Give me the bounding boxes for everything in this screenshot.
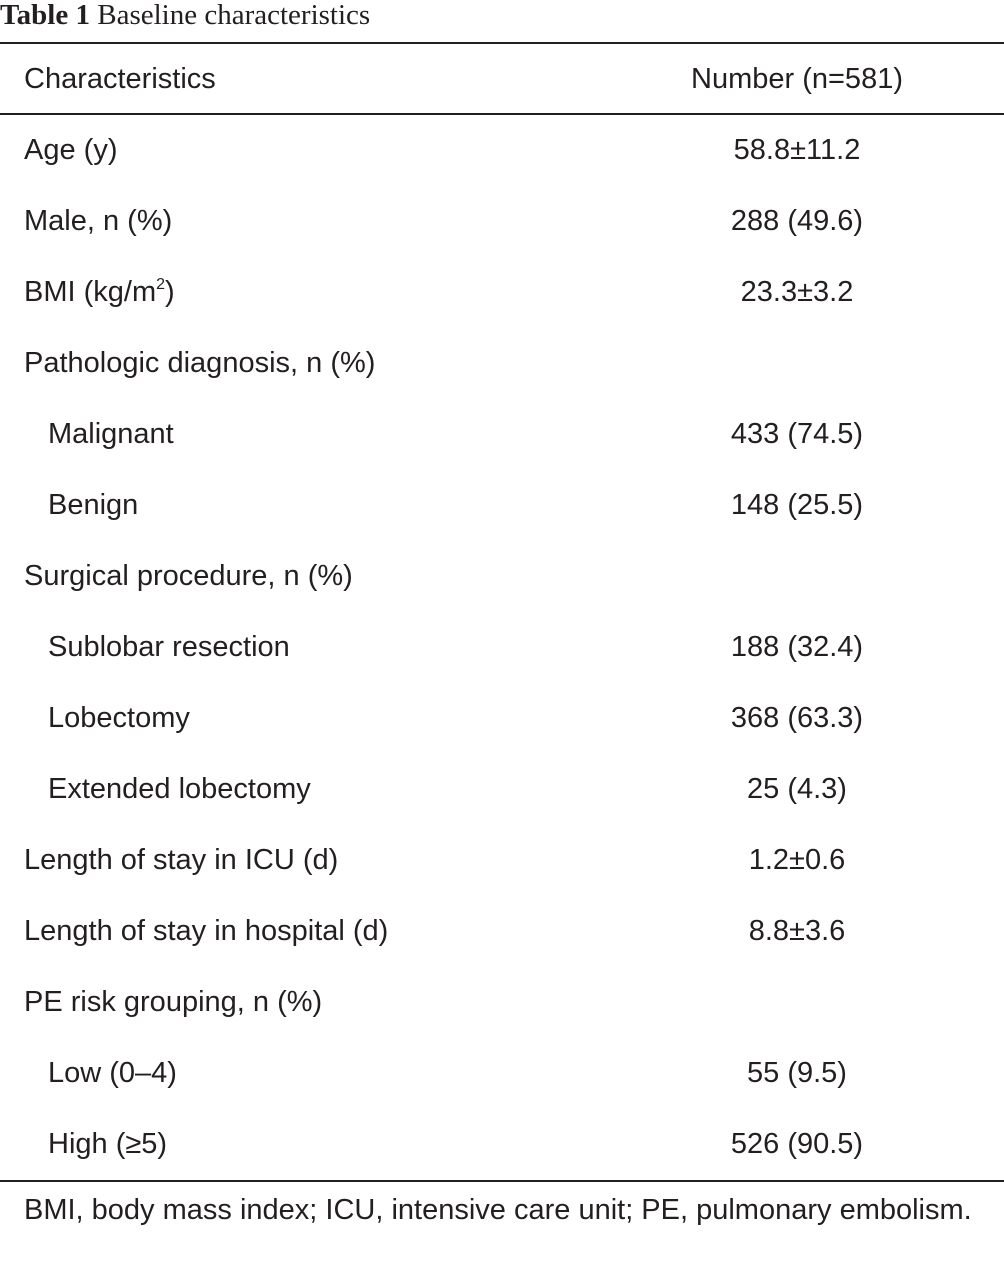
table-row xyxy=(0,1109,1004,1180)
table-row xyxy=(0,896,1004,967)
row-label xyxy=(24,257,175,328)
row-value: 433 (74.5) xyxy=(730,418,864,450)
table-row xyxy=(0,825,1004,896)
table-row xyxy=(0,1038,1004,1109)
row-label-superscript: 2 xyxy=(156,276,166,293)
row-value xyxy=(597,328,997,399)
row-label: Sublobar resection xyxy=(48,631,290,663)
row-value: 288 (49.6) xyxy=(730,205,864,237)
row-value: 8.8±3.6 xyxy=(748,915,846,947)
table-title: Baseline characteristics xyxy=(97,0,371,31)
row-value: 23.3±3.2 xyxy=(740,276,854,308)
row-label: Pathologic diagnosis, n (%) xyxy=(24,347,376,379)
row-value: 55 (9.5) xyxy=(747,1057,847,1089)
table-row xyxy=(0,683,1004,754)
table-row xyxy=(0,541,1004,612)
row-label: Age (y) xyxy=(24,134,118,166)
row-label: Extended lobectomy xyxy=(48,773,311,805)
table-row xyxy=(0,470,1004,541)
table-footnote: BMI, body mass index; ICU, intensive care unit; PE, pulmonary embolism. xyxy=(24,1194,972,1226)
row-label: Malignant xyxy=(48,418,174,450)
row-label: Male, n (%) xyxy=(24,205,173,237)
row-value: 1.2±0.6 xyxy=(748,844,846,876)
row-label-text: BMI (kg/m xyxy=(24,276,157,308)
table-header xyxy=(0,44,1004,114)
row-label: Surgical procedure, n (%) xyxy=(24,560,353,592)
table-row xyxy=(0,967,1004,1038)
row-value: 58.8±11.2 xyxy=(733,134,861,166)
row-label: Low (0–4) xyxy=(48,1057,177,1089)
row-label: Length of stay in hospital (d) xyxy=(24,915,389,947)
row-value: 526 (90.5) xyxy=(730,1128,864,1160)
row-label: Length of stay in ICU (d) xyxy=(24,844,339,876)
table-row xyxy=(0,115,1004,186)
header-number: Number (n=581) xyxy=(691,63,903,95)
table-row xyxy=(0,328,1004,399)
row-label: Benign xyxy=(48,489,139,521)
bottom-rule xyxy=(0,1180,1004,1182)
row-label-suffix: ) xyxy=(165,276,175,308)
row-value: 368 (63.3) xyxy=(730,702,864,734)
header-characteristics: Characteristics xyxy=(24,63,216,95)
row-value: 25 (4.3) xyxy=(747,773,847,805)
row-value xyxy=(597,541,997,612)
row-label: PE risk grouping, n (%) xyxy=(24,986,323,1018)
row-label: High (≥5) xyxy=(48,1128,168,1160)
table-row xyxy=(0,257,1004,328)
table-row xyxy=(0,754,1004,825)
row-value xyxy=(597,967,997,1038)
table-row xyxy=(0,186,1004,257)
table-caption xyxy=(0,0,370,34)
row-value: 188 (32.4) xyxy=(730,631,864,663)
table-number: Table 1 xyxy=(0,0,90,31)
row-label: Lobectomy xyxy=(48,702,190,734)
table-row xyxy=(0,612,1004,683)
row-value: 148 (25.5) xyxy=(730,489,864,521)
table-row xyxy=(0,399,1004,470)
